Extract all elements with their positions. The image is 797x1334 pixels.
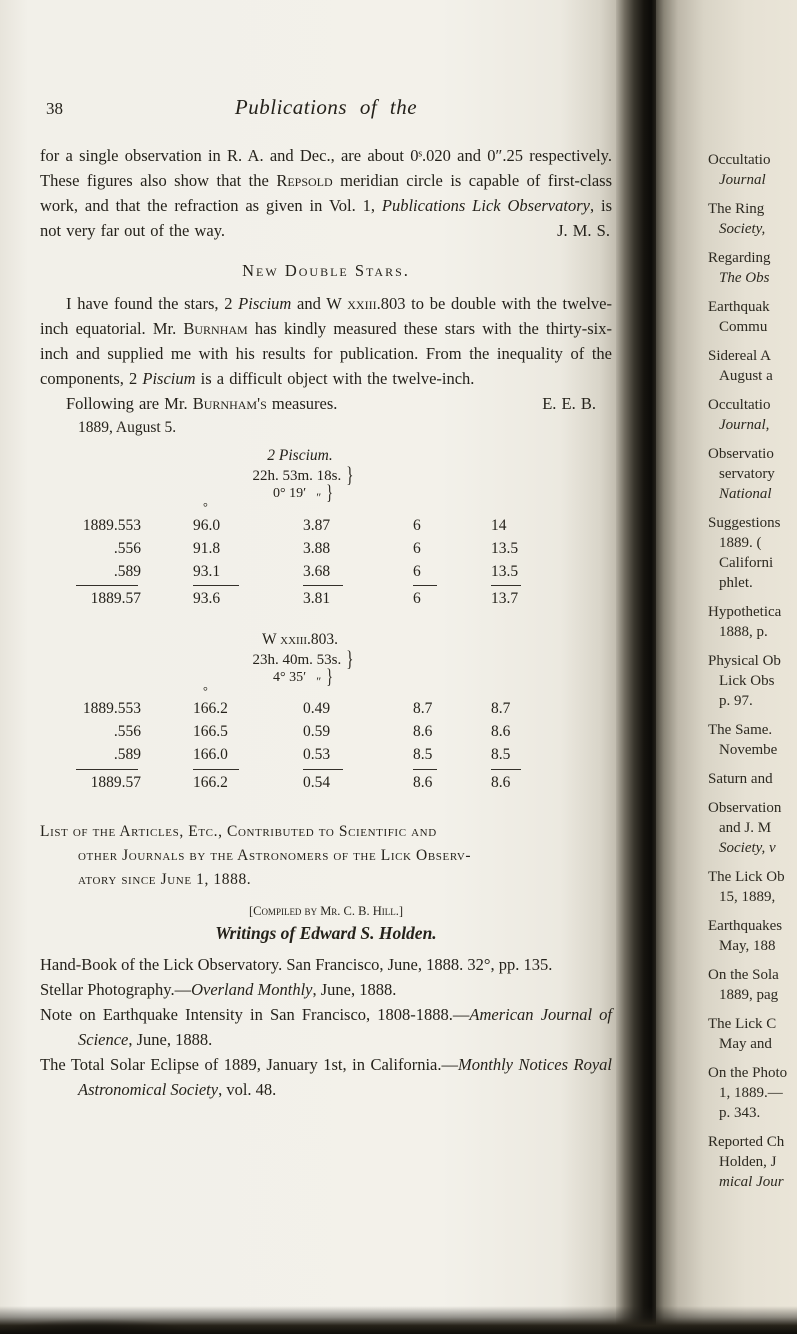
text-segment: is a difficult object with the twelve-inch.	[195, 369, 475, 388]
right-page-entry	[708, 1063, 797, 1123]
mean-cell	[413, 583, 491, 611]
measure-cell: 166.2	[193, 700, 228, 717]
measure-cell: 1889.553	[82, 700, 141, 717]
right-page-line: and J. M	[719, 820, 772, 836]
heading-line: List of the Articles, Etc., Contributed to Scientific and	[40, 823, 437, 840]
mean-value: 8.6	[413, 773, 433, 791]
measure-cell: .589	[113, 746, 141, 763]
right-page-line: p. 97.	[719, 693, 753, 709]
right-page-entry	[708, 444, 797, 504]
measure-cell: 8.5	[413, 746, 433, 763]
observation-date: 1889, August 5.	[78, 419, 177, 436]
right-page-line: On the Photo	[708, 1065, 788, 1081]
right-page-line: Lick Obs	[719, 673, 775, 689]
measure-cell: 93.1	[193, 562, 221, 580]
measure-row	[76, 698, 576, 721]
measure-cell: 91.8	[193, 539, 221, 557]
article-entry	[40, 1052, 612, 1102]
right-page-entry	[708, 199, 797, 239]
right-page-line: Saturn and	[708, 771, 773, 787]
right-page-line: Regarding	[708, 250, 771, 266]
measure-cell: 0.49	[303, 700, 331, 717]
mean-value: 93.6	[193, 590, 221, 607]
text-segment: American Journal of Science	[78, 1005, 612, 1049]
right-page-entry	[708, 965, 797, 1005]
right-page-line: Journal,	[719, 417, 770, 433]
heading-line: other Journals by the Astronomers of the Lick Observ-	[78, 847, 472, 864]
right-page-line: August a	[719, 368, 773, 384]
right-page-line: On the Sola	[708, 967, 779, 983]
measure-cell: 6	[413, 539, 421, 557]
right-page-entry	[708, 651, 797, 711]
mean-row	[76, 767, 576, 795]
right-page-line: 1889, pag	[719, 987, 779, 1003]
table-title: W xxiii.803.	[261, 630, 339, 648]
right-page-line: Journal	[719, 172, 766, 188]
mean-cell	[191, 583, 303, 611]
measure-cell: 6	[413, 516, 421, 534]
measures-grid	[76, 514, 576, 611]
right-page-line: Occultatio	[708, 152, 771, 168]
right-page-line: servatory	[719, 466, 775, 482]
right-page-line: The Same.	[708, 722, 773, 738]
text-segment: , vol. 48.	[218, 1080, 277, 1099]
mean-value: 8.6	[491, 773, 511, 791]
text-segment: Overland Monthly	[191, 980, 313, 999]
mean-value: 6	[413, 590, 421, 607]
mean-value: 13.7	[491, 590, 519, 607]
degree-unit-mark: °	[203, 500, 208, 514]
initials-jms: J. M. S.	[557, 221, 610, 240]
right-page-line: Society, v	[719, 840, 776, 856]
text-segment: , June, 1888.	[128, 1030, 213, 1049]
right-page-line: Occultatio	[708, 397, 771, 413]
right-page-entry	[708, 798, 797, 858]
article-entry	[40, 1002, 612, 1052]
measure-cell: 13.5	[491, 562, 519, 580]
right-page-line: Earthquakes	[708, 918, 783, 934]
running-head	[40, 95, 612, 131]
text-segment: Note on Earthquake Intensity in San Francisco, 1808-1888.—	[40, 1005, 470, 1024]
right-page-line: Hypothetica	[708, 604, 782, 620]
right-page-line: 1, 1889.—	[719, 1085, 783, 1101]
mean-cell	[491, 767, 576, 795]
right-page-entry	[708, 346, 797, 386]
measure-cell: 8.7	[413, 700, 433, 717]
mean-value: 1889.57	[90, 590, 141, 607]
measure-cell: .556	[113, 539, 141, 557]
measure-cell: 3.87	[303, 516, 331, 534]
table-title: 2 Piscium.	[267, 447, 333, 464]
article-entry	[40, 952, 612, 977]
measures-grid	[76, 698, 576, 795]
text-segment: Burnham's	[192, 394, 267, 413]
mean-cell	[303, 767, 413, 795]
right-page-line: Earthquak	[708, 299, 770, 315]
text-segment: for a single observation in R. A. and Dec., are about 0ˢ.020 and 0″.25 respectively. These figures also show that the	[40, 146, 612, 190]
seconds-mark: ″	[316, 490, 322, 504]
text-segment: measures.	[266, 394, 338, 413]
right-page-line: The Lick Ob	[708, 869, 785, 885]
right-page-entry	[708, 297, 797, 337]
text-segment: and W	[291, 294, 348, 313]
initials-eeb: E. E. B.	[542, 394, 596, 413]
text-segment: , is not very far out of the way.	[40, 196, 612, 240]
right-page-line: Californi	[719, 555, 774, 571]
right-page-entry	[708, 248, 797, 288]
right-page-line: The Lick C	[708, 1016, 777, 1032]
articles-list-heading	[40, 820, 612, 892]
right-page-entry	[708, 150, 797, 190]
text-segment: Publications Lick Observatory	[381, 196, 590, 215]
right-page-line: Society,	[719, 221, 766, 237]
measure-cell: 3.68	[303, 562, 331, 580]
right-page-entry	[708, 602, 797, 642]
running-title: Publications of the	[234, 95, 418, 119]
measures-intro-line	[40, 391, 612, 416]
mean-cell	[491, 583, 576, 611]
text-segment: , June, 1888.	[312, 980, 397, 999]
measure-row	[76, 721, 576, 744]
measure-cell: 14	[491, 516, 507, 534]
right-page-line: 1888, p.	[719, 624, 768, 640]
measure-cell: 96.0	[193, 516, 221, 534]
seconds-mark: ″	[316, 673, 322, 688]
text-segment: Following are Mr.	[66, 394, 193, 413]
right-page-line: 1889. (	[719, 535, 762, 551]
heading-line: atory since June 1, 1888.	[78, 871, 252, 888]
right-page-line: The Ring	[708, 201, 765, 217]
table-coordinates-header	[76, 463, 576, 505]
right-page-entry	[708, 1014, 797, 1054]
ra-value: 23h. 40m. 53s.	[252, 651, 342, 668]
right-page-line: phlet.	[719, 575, 753, 591]
text-segment: xxiii.803	[347, 294, 406, 313]
mean-cell	[303, 583, 413, 611]
right-page-entry	[708, 916, 797, 956]
measure-cell: 13.5	[491, 539, 519, 557]
mean-cell	[76, 583, 191, 611]
text-segment: Hand-Book of the Lick Observatory. San Francisco, June, 1888. 32°, pp. 135.	[40, 955, 553, 974]
text-segment: I have found the stars, 2	[66, 294, 239, 313]
measure-row	[76, 744, 576, 767]
double-stars-paragraph	[40, 291, 612, 391]
measure-row	[76, 560, 576, 583]
measure-cell: 6	[413, 562, 421, 580]
text-segment: Piscium	[142, 369, 196, 388]
right-page-entry	[708, 867, 797, 907]
measure-cell: 8.5	[491, 746, 511, 763]
right-page-line: Novembe	[719, 742, 778, 758]
measure-cell: 8.7	[491, 700, 511, 717]
page-number: 38	[46, 99, 63, 118]
right-page-line: Observation	[708, 800, 782, 816]
dec-value: 4° 35′	[273, 669, 307, 685]
measure-cell: 166.0	[193, 746, 228, 763]
mean-cell	[191, 767, 303, 795]
text-segment: has kindly measured these stars with the thirty-six-inch and supplied me with his results for publication. From the inequality of the components, 2	[40, 319, 612, 388]
right-page-line: National	[719, 486, 772, 502]
right-page-line: Suggestions	[708, 515, 781, 531]
right-page-line: Physical Ob	[708, 653, 781, 669]
measures-table	[76, 447, 576, 611]
brace-glyph: }	[326, 665, 333, 689]
scan-bottom-edge	[0, 1306, 797, 1334]
mean-value: 166.2	[193, 773, 228, 791]
right-page	[656, 0, 797, 1334]
right-page-entry	[708, 720, 797, 760]
right-page-line: Reported Ch	[708, 1134, 785, 1150]
right-page-entry	[708, 513, 797, 593]
measure-cell: .589	[113, 562, 141, 580]
measure-cell: 0.59	[303, 723, 331, 740]
measure-cell: 3.88	[303, 539, 331, 557]
measures-table	[76, 631, 576, 795]
ra-value: 22h. 53m. 18s.	[252, 468, 342, 484]
compiled-by-line: [Compiled by Mr. C. B. Hill.]	[248, 904, 404, 918]
right-page-column	[708, 150, 797, 1201]
mean-value: 3.81	[303, 590, 331, 607]
table-coordinates-header	[76, 647, 576, 689]
right-page-line: 15, 1889,	[719, 889, 776, 905]
right-page-line: Sidereal A	[708, 348, 771, 364]
measure-cell: 1889.553	[82, 516, 141, 534]
writings-title: Writings of Edward S. Holden.	[215, 923, 437, 943]
text-segment: Repsold	[276, 171, 333, 190]
intro-paragraph	[40, 143, 612, 243]
section-heading: New Double Stars.	[242, 261, 410, 280]
measure-row	[76, 514, 576, 537]
dec-value: 0° 19′	[273, 486, 307, 501]
measure-row	[76, 537, 576, 560]
book-gutter	[616, 0, 656, 1334]
right-page-line: Holden, J	[719, 1154, 777, 1170]
right-page-line: Observatio	[708, 446, 774, 462]
mean-value: 0.54	[303, 773, 331, 791]
measure-cell: 8.6	[413, 723, 433, 740]
measure-cell: .556	[113, 723, 141, 740]
right-page-entry	[708, 769, 797, 789]
text-segment: Piscium	[238, 294, 292, 313]
text-segment: Monthly Notices Royal Astronomical Society	[78, 1055, 612, 1099]
brace-glyph: }	[326, 482, 333, 505]
brace-glyph: }	[346, 463, 354, 488]
right-page-entry	[708, 1132, 797, 1192]
measure-cell: 0.53	[303, 746, 331, 763]
mean-value: 1889.57	[90, 773, 141, 791]
brace-glyph: }	[346, 647, 354, 672]
right-page-line: May and	[719, 1036, 772, 1052]
measure-cell: 166.5	[193, 723, 228, 740]
article-entry	[40, 977, 612, 1002]
right-page-line: Commu	[719, 319, 768, 335]
text-segment: Burnham	[183, 319, 248, 338]
mean-cell	[413, 767, 491, 795]
mean-cell	[76, 767, 191, 795]
measure-cell: 8.6	[491, 723, 511, 740]
text-segment: meridian circle is capable of first-class work, and that the refraction as given in Vol. 1,	[40, 171, 612, 215]
right-page-line: p. 343.	[719, 1105, 761, 1121]
right-page-line: mical Jour	[719, 1174, 784, 1190]
mean-row	[76, 583, 576, 611]
text-segment: The Total Solar Eclipse of 1889, January 1st, in California.—	[40, 1055, 458, 1074]
text-segment: to be double with the twelve-inch equatorial. Mr.	[40, 294, 612, 338]
right-page-entry	[708, 395, 797, 435]
right-page-line: May, 188	[719, 938, 776, 954]
left-page-content	[40, 95, 612, 1102]
article-entries	[40, 952, 612, 1102]
text-segment: Stellar Photography.—	[40, 980, 192, 999]
degree-unit-mark: °	[203, 683, 208, 698]
right-page-line: The Obs	[719, 270, 770, 286]
